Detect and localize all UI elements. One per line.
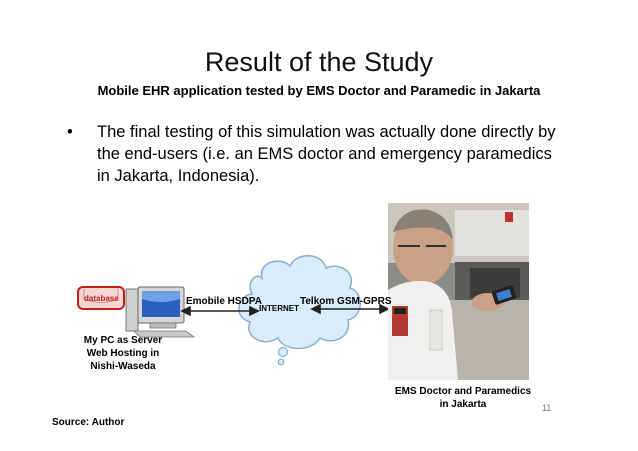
ems-caption-line: EMS Doctor and Paramedics	[394, 386, 532, 397]
slide-subtitle: Mobile EHR application tested by EMS Doctor and Paramedic in Jakarta	[97, 83, 541, 98]
link-left-label: Emobile HSDPA	[186, 296, 262, 307]
pc-caption-line: My PC as Server	[83, 335, 163, 346]
source-note: Source: Author	[52, 417, 125, 428]
cloud-label: INTERNET	[259, 304, 299, 313]
bullet-dot: •	[67, 123, 73, 141]
page-number: 11	[542, 403, 552, 413]
pc-caption-line: Nishi-Waseda	[90, 361, 156, 372]
bullet-text: The final testing of this simulation was actually done directly by the end-users (i.e. an EMS doctor and emergency paramedics in Jakarta, Indonesia).	[97, 123, 556, 185]
pc-caption-line: Web Hosting in	[86, 348, 160, 359]
pc-caption	[78, 334, 168, 373]
ems-doctor-photo	[388, 203, 529, 380]
ems-caption-line: in Jakarta	[439, 399, 487, 410]
ems-caption	[388, 385, 538, 411]
link-right-label: Telkom GSM-GPRS	[300, 296, 392, 307]
database-label: database	[84, 294, 119, 303]
slide-title: Result of the Study	[204, 47, 434, 77]
